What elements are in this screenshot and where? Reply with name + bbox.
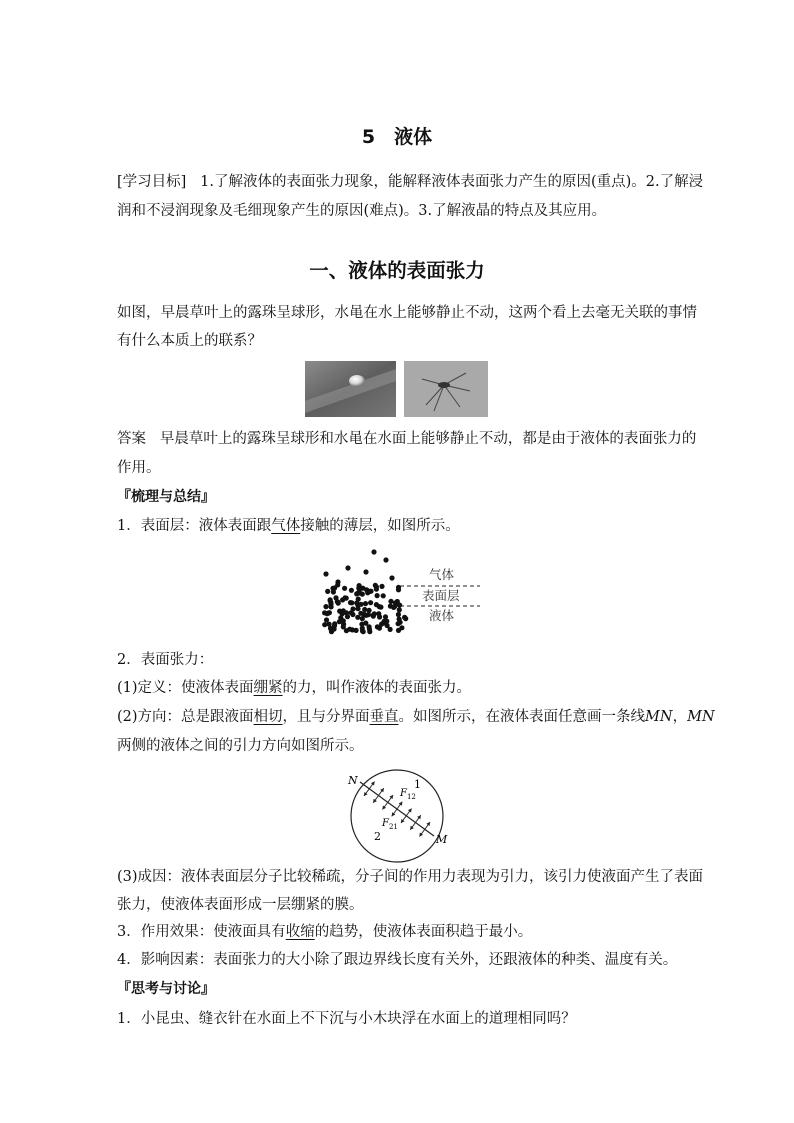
item-2-2-pre: (2)方向：总是跟液面 bbox=[117, 709, 254, 725]
section-title: 一、液体的表面张力 bbox=[309, 259, 485, 282]
force-arrowhead bbox=[417, 815, 421, 819]
molecule-dot bbox=[402, 615, 407, 620]
molecule-dot bbox=[374, 587, 379, 592]
item-2-2-post: 。如图所示，在液体表面任意画一条线 bbox=[398, 709, 646, 725]
molecule-dot bbox=[322, 622, 327, 627]
molecule-dot bbox=[376, 611, 381, 616]
mn-label-2: MN bbox=[687, 709, 715, 725]
molecule-dot bbox=[391, 605, 396, 610]
objectives-line-1 bbox=[117, 167, 704, 197]
molecule-dot bbox=[335, 599, 340, 604]
question-line-2: 有什么本质上的联系？ bbox=[117, 333, 262, 349]
discussion-question-1: 1．小昆虫、缝衣针在水面上不下沉与小木块浮在水面上的道理相同吗？ bbox=[117, 1011, 576, 1027]
f21-label: $F_{21}$ bbox=[382, 818, 398, 831]
summary-heading: 『梳理与总结』 bbox=[117, 489, 215, 505]
item-2-3-line-1: (3)成因：液体表面层分子比较稀疏，分子间的作用力表现为引力，该引力使液面产生了表面 bbox=[117, 869, 704, 885]
answer-line-2: 作用。 bbox=[117, 460, 161, 476]
molecule-dot bbox=[371, 549, 376, 554]
item-1-post: 接触的薄层，如图所示。 bbox=[300, 518, 460, 534]
molecule-dot bbox=[349, 600, 354, 605]
item-3 bbox=[117, 917, 683, 947]
molecule-dot bbox=[379, 584, 384, 589]
item-2-2-mid: ，且与分界面 bbox=[282, 709, 370, 725]
m-label: M bbox=[436, 833, 448, 846]
molecule-dot bbox=[350, 612, 355, 617]
molecule-dot bbox=[389, 575, 394, 580]
molecule-dot bbox=[363, 621, 368, 626]
molecule-dot bbox=[332, 621, 337, 626]
molecule-dot bbox=[375, 593, 380, 598]
liquid-label: 液体 bbox=[429, 608, 455, 623]
molecule-dot bbox=[362, 607, 367, 612]
molecule-dot bbox=[360, 616, 365, 621]
molecule-dot bbox=[357, 589, 362, 594]
force-arrowhead bbox=[364, 792, 368, 796]
force-arrowhead bbox=[408, 809, 412, 813]
region-2-label: 2 bbox=[374, 830, 381, 843]
molecule-dot bbox=[349, 588, 354, 593]
item-2-1 bbox=[117, 673, 683, 703]
molecule-dot bbox=[396, 587, 401, 592]
molecule-dot bbox=[367, 608, 372, 613]
item-2-2-underline-1: 相切 bbox=[253, 709, 283, 725]
molecule-dot bbox=[383, 614, 388, 619]
force-arrowhead bbox=[389, 795, 393, 799]
item-2-1-pre: (1)定义：使液体表面 bbox=[117, 680, 254, 696]
force-arrowhead bbox=[373, 799, 377, 803]
molecule-dot bbox=[367, 629, 372, 634]
molecule-dot bbox=[350, 606, 355, 611]
lesson-title: 5 液体 bbox=[361, 126, 433, 148]
molecule-dot bbox=[327, 622, 332, 627]
molecule-dot bbox=[324, 611, 329, 616]
molecule-dot bbox=[397, 607, 402, 612]
force-arrowhead bbox=[380, 788, 384, 792]
item-1-pre: 1．表面层：液体表面跟 bbox=[117, 518, 272, 534]
discussion-heading: 『思考与讨论』 bbox=[117, 981, 215, 997]
n-label: N bbox=[348, 774, 358, 787]
molecule-dot bbox=[355, 606, 360, 611]
force-arrowhead bbox=[401, 819, 405, 823]
force-arrowhead bbox=[399, 802, 403, 806]
force-arrowhead bbox=[426, 822, 430, 826]
molecule-dot bbox=[354, 628, 359, 633]
molecule-dot bbox=[342, 586, 347, 591]
item-2-2-comma: ， bbox=[672, 709, 688, 725]
molecule-dot bbox=[378, 605, 383, 610]
molecule-dot bbox=[368, 600, 373, 605]
molecule-dot bbox=[368, 589, 373, 594]
molecule-dot bbox=[382, 619, 387, 624]
item-3-underline: 收缩 bbox=[285, 924, 315, 940]
answer-line-1 bbox=[117, 424, 697, 454]
region-1-label: 1 bbox=[414, 778, 421, 791]
molecule-dot bbox=[343, 595, 348, 600]
surface-layer-label: 表面层 bbox=[422, 588, 460, 603]
tension-direction-diagram bbox=[342, 768, 452, 864]
molecule-dot bbox=[329, 604, 334, 609]
item-2-2-line-1 bbox=[117, 702, 715, 732]
objectives-line-2: 润和不浸润现象及毛细现象产生的原因(难点)。3.了解液晶的特点及其应用。 bbox=[117, 203, 607, 219]
force-arrowhead bbox=[419, 833, 423, 837]
molecule-dot bbox=[397, 617, 402, 622]
molecule-dot bbox=[344, 610, 349, 615]
molecule-dot bbox=[385, 623, 390, 628]
question-line-1: 如图，早晨草叶上的露珠呈球形，水黾在水上能够静止不动，这两个看上去毫无关联的事情 bbox=[117, 305, 697, 321]
water-strider-photo bbox=[404, 361, 488, 417]
molecule-dot bbox=[375, 624, 380, 629]
gas-label: 气体 bbox=[429, 567, 455, 582]
molecule-dot bbox=[396, 628, 401, 633]
item-2-1-underline: 绷紧 bbox=[253, 680, 283, 696]
molecule-dot bbox=[361, 629, 366, 634]
item-1-underline: 气体 bbox=[271, 518, 301, 534]
molecule-dot bbox=[323, 604, 328, 609]
answer-label: 答案 bbox=[117, 431, 146, 447]
molecule-dot bbox=[372, 611, 377, 616]
molecule-dot bbox=[337, 609, 342, 614]
force-arrowhead bbox=[371, 782, 375, 786]
item-1 bbox=[117, 511, 683, 541]
molecule-dot bbox=[381, 593, 386, 598]
molecule-dot bbox=[383, 557, 388, 562]
molecule-dot bbox=[354, 600, 359, 605]
molecule-dot bbox=[393, 600, 398, 605]
item-2: 2．表面张力： bbox=[117, 652, 214, 668]
molecule-dot bbox=[355, 615, 360, 620]
molecule-dot bbox=[347, 627, 352, 632]
dewdrop-photo bbox=[305, 361, 396, 417]
molecule-dot bbox=[345, 565, 350, 570]
objectives-text-1: 1.了解液体的表面张力现象，能解释液体表面张力产生的原因(重点)。2.了解浸 bbox=[200, 174, 704, 190]
molecule-dot bbox=[396, 612, 401, 617]
molecule-dot bbox=[323, 571, 328, 576]
molecule-dot bbox=[396, 621, 401, 626]
molecule-dot bbox=[363, 569, 368, 574]
surface-layer-diagram bbox=[318, 548, 493, 640]
force-arrowhead bbox=[410, 826, 414, 830]
molecule-dot bbox=[325, 589, 330, 594]
item-3-pre: 3．作用效果：使液面具有 bbox=[117, 924, 286, 940]
item-2-1-post: 的力，叫作液体的表面张力。 bbox=[282, 680, 472, 696]
molecule-dot bbox=[332, 585, 337, 590]
force-arrowhead bbox=[382, 806, 386, 810]
force-arrowhead bbox=[392, 812, 396, 816]
item-2-2-line-2: 两侧的液体之间的引力方向如图所示。 bbox=[117, 738, 364, 754]
objectives-tag: [学习目标] bbox=[117, 174, 187, 190]
answer-text-1: 早晨草叶上的露珠呈球形和水黾在水面上能够静止不动，都是由于液体的表面张力的 bbox=[159, 431, 697, 447]
molecule-dot bbox=[363, 601, 368, 606]
molecule-dot bbox=[388, 599, 393, 604]
molecule-dot bbox=[357, 583, 362, 588]
f12-label: $F_{12}$ bbox=[400, 788, 416, 801]
item-2-2-underline-2: 垂直 bbox=[369, 709, 399, 725]
item-4: 4．影响因素：表面张力的大小除了跟边界线长度有关外，还跟液体的种类、温度有关。 bbox=[117, 952, 678, 968]
molecule-dot bbox=[332, 626, 337, 631]
molecule-dot bbox=[341, 618, 346, 623]
item-2-3-line-2: 张力，使液体表面形成一层绷紧的膜。 bbox=[117, 897, 364, 913]
item-3-post: 的趋势，使液体表面积趋于最小。 bbox=[314, 924, 533, 940]
mn-label-1: MN bbox=[645, 709, 673, 725]
